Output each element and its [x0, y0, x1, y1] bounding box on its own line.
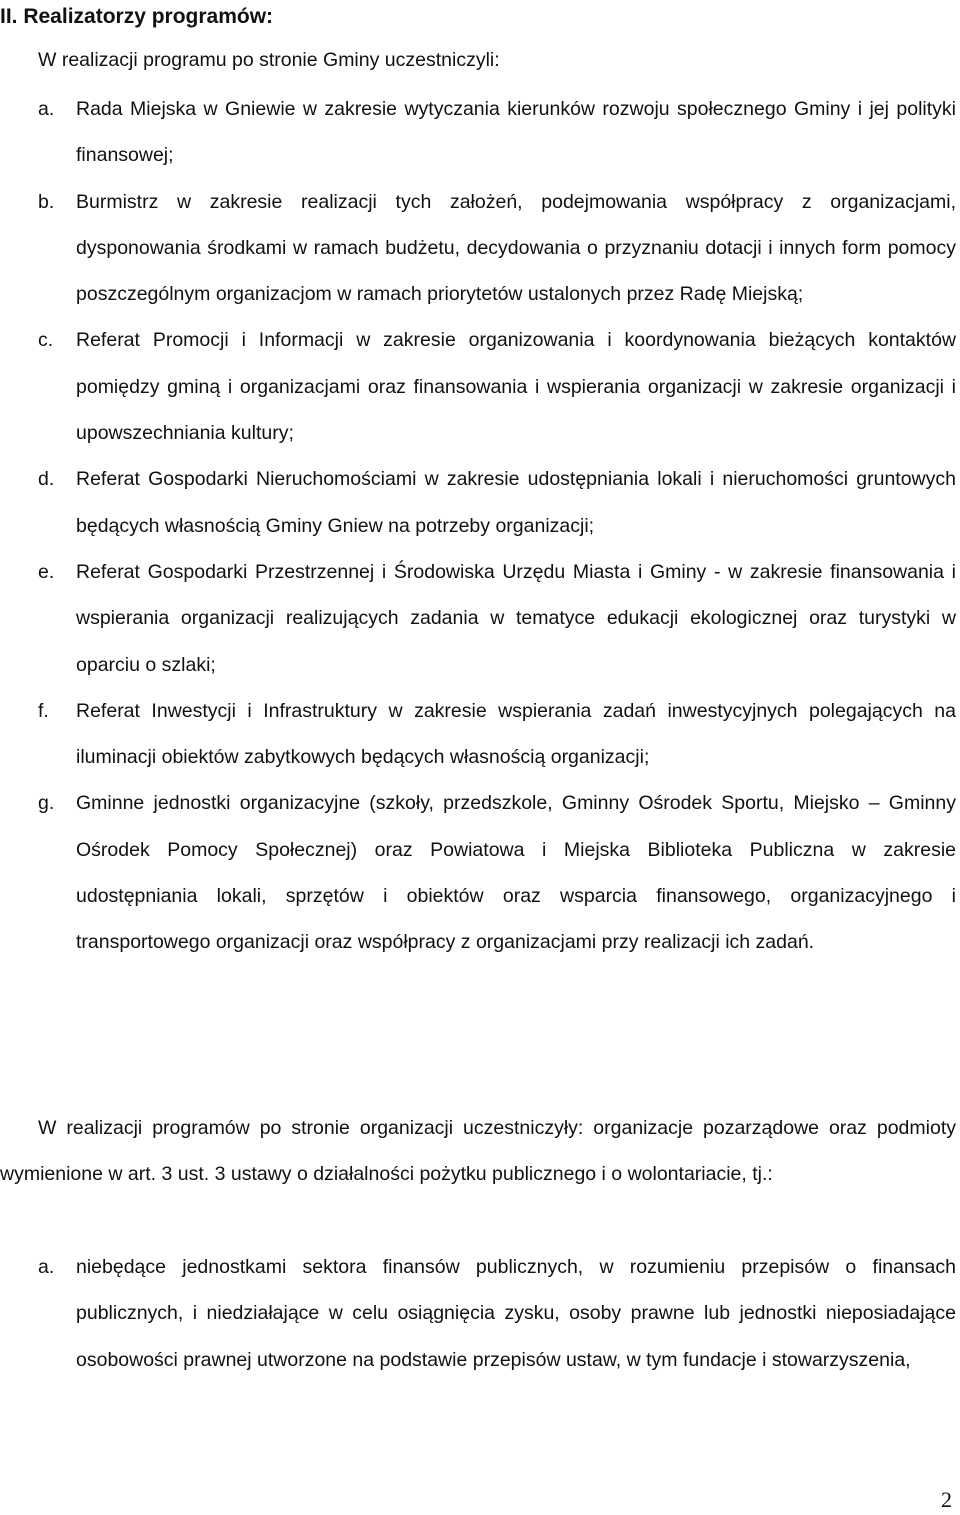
list-item — [0, 456, 956, 549]
gmina-participants-list — [0, 86, 956, 966]
list-marker: a. — [38, 98, 55, 120]
list-marker: d. — [38, 468, 55, 491]
list-item — [0, 317, 956, 456]
list-item-text: Rada Miejska w Gniewie w zakresie wytyczania kierunków rozwoju społecznego Gminy i jej polityki finansowej; — [76, 98, 956, 167]
list-item — [0, 86, 956, 179]
list-item — [0, 780, 956, 965]
organizations-paragraph: W realizacji programów po stronie organizacji uczestniczyły: organizacje pozarządowe oraz podmioty wymienione w art. 3 ust. 3 ustawy o działalności pożytku publicznego i o wolontariacie, tj.: — [0, 1117, 956, 1186]
list-item-text: Referat Gospodarki Nieruchomościami w zakresie udostępniania lokali i nieruchomości gruntowych będących własnością Gminy Gniew na potrzeby organizacji; — [76, 468, 956, 537]
list-marker: g. — [38, 792, 55, 815]
list-item-text: niebędące jednostkami sektora finansów publicznych, w rozumieniu przepisów o finansach publicznych, i niedziałające w celu osiągnięcia zysku, osoby prawne lub jednostki nieposiadające osobowości prawnej utworzone na podstawie przepisów ustaw, w tym fundacje i stowarzyszenia, — [76, 1256, 956, 1371]
list-item — [0, 688, 956, 781]
list-item-text: Burmistrz w zakresie realizacji tych założeń, podejmowania współpracy z organizacjami, dysponowania środkami w ramach budżetu, decydowania o przyznaniu dotacji i innych form pomocy poszczególnym organizacjom w ramach priorytetów ustalonych przez Radę Miejską; — [76, 190, 956, 306]
list-marker: c. — [38, 329, 54, 352]
list-marker: a. — [38, 1256, 55, 1278]
list-item-text: Referat Gospodarki Przestrzennej i Środowiska Urzędu Miasta i Gminy - w zakresie finansowania i wspierania organizacji realizujących zadania w tematyce edukacji ekologicznej oraz turystyki w oparciu o szlaki; — [76, 560, 956, 676]
list-marker: e. — [38, 560, 55, 583]
list-marker: b. — [38, 190, 55, 213]
list-item — [0, 179, 956, 318]
list-item — [0, 549, 956, 688]
list-item-text: Referat Inwestycji i Infrastruktury w zakresie wspierania zadań inwestycyjnych polegających na iluminacji obiektów zabytkowych będących własnością organizacji; — [76, 699, 956, 769]
page-number: 2 — [941, 1487, 952, 1512]
list-item-text: Referat Promocji i Informacji w zakresie organizowania i koordynowania bieżących kontaktów pomiędzy gminą i organizacjami oraz finansowania i wspierania organizacji w zakresie organizacji i upowszechniania kultury; — [76, 329, 956, 445]
intro-line: W realizacji programu po stronie Gminy uczestniczyli: — [38, 49, 500, 71]
section-heading: II. Realizatorzy programów: — [0, 5, 274, 28]
list-item-text: Gminne jednostki organizacyjne (szkoły, przedszkole, Gminny Ośrodek Sportu, Miejsko – Gminny Ośrodek Pomocy Społecznej) oraz Powiatowa i Miejska Biblioteka Publiczna w zakresie udostępniania lokali, sprzętów i obiektów oraz wsparcia finansowego, organizacyjnego i transportowego organizacji oraz współpracy z organizacjami przy realizacji ich zadań. — [76, 792, 956, 954]
list-item — [0, 1244, 956, 1383]
list-marker: f. — [38, 699, 49, 722]
organizations-list — [0, 1244, 956, 1383]
